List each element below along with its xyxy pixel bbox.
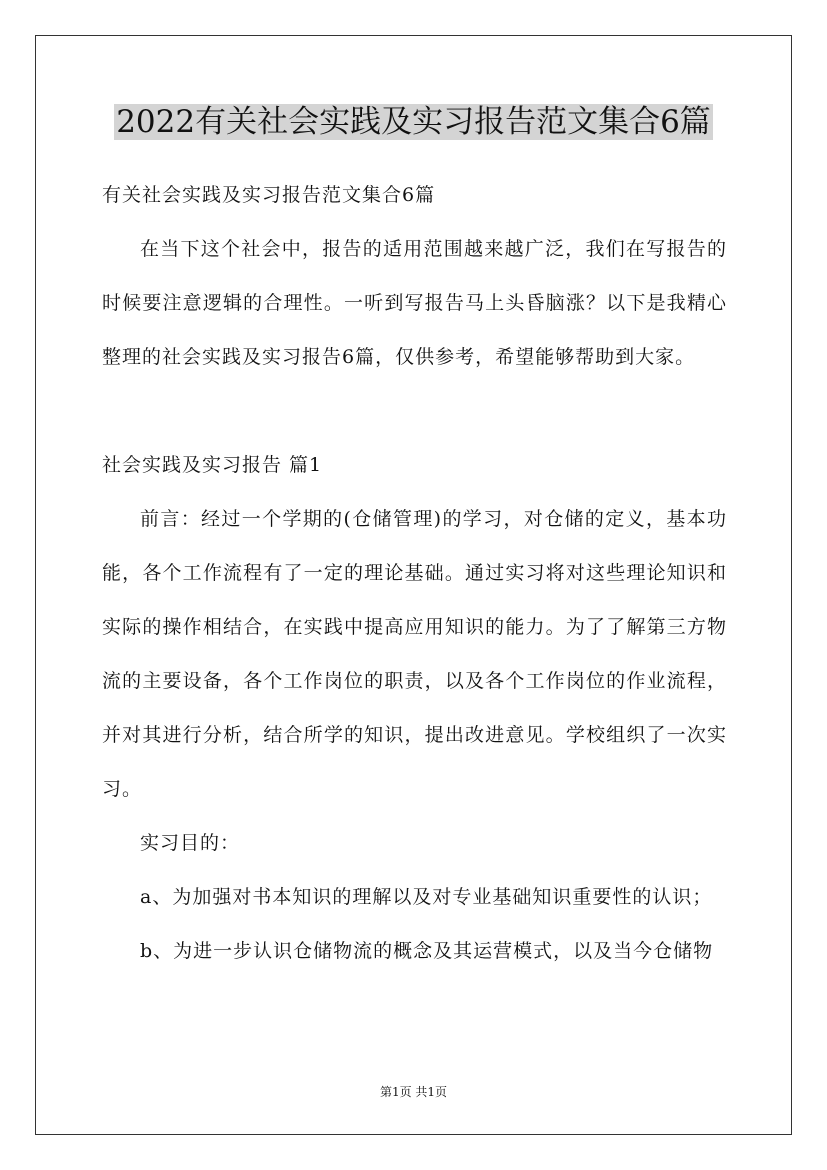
document-title-text: 2022有关社会实践及实习报告范文集合6篇 (116, 104, 711, 140)
document-title (0, 100, 827, 144)
section-heading: 社会实践及实习报告 篇1 (102, 454, 323, 476)
purpose-item-a: a、为加强对书本知识的理解以及对专业基础知识重要性的认识； (140, 886, 713, 908)
blank-line (102, 384, 727, 438)
page-footer: 第1页 共1页 (379, 1085, 448, 1099)
intro-paragraph: 在当下这个社会中，报告的适用范围越来越广泛，我们在写报告的时候要注意逻辑的合理性。一听到写报告马上头昏脑涨？以下是我精心整理的社会实践及实习报告6篇，仅供参考，希望能够帮助到大家。 (102, 238, 727, 368)
document-body (102, 168, 727, 978)
purpose-item-b: b、为进一步认识仓储物流的概念及其运营模式，以及当今仓储物 (140, 940, 714, 962)
document-subtitle: 有关社会实践及实习报告范文集合6篇 (102, 184, 436, 206)
preface-paragraph: 前言：经过一个学期的(仓储管理)的学习，对仓储的定义，基本功能，各个工作流程有了一定的理论基础。通过实习将对这些理论知识和实际的操作相结合，在实践中提高应用知识的能力。为了了解第三方物流的主要设备，各个工作岗位的职责，以及各个工作岗位的作业流程，并对其进行分析，结合所学的知识，提出改进意见。学校组织了一次实习。 (102, 508, 727, 800)
purpose-label: 实习目的： (140, 832, 241, 854)
